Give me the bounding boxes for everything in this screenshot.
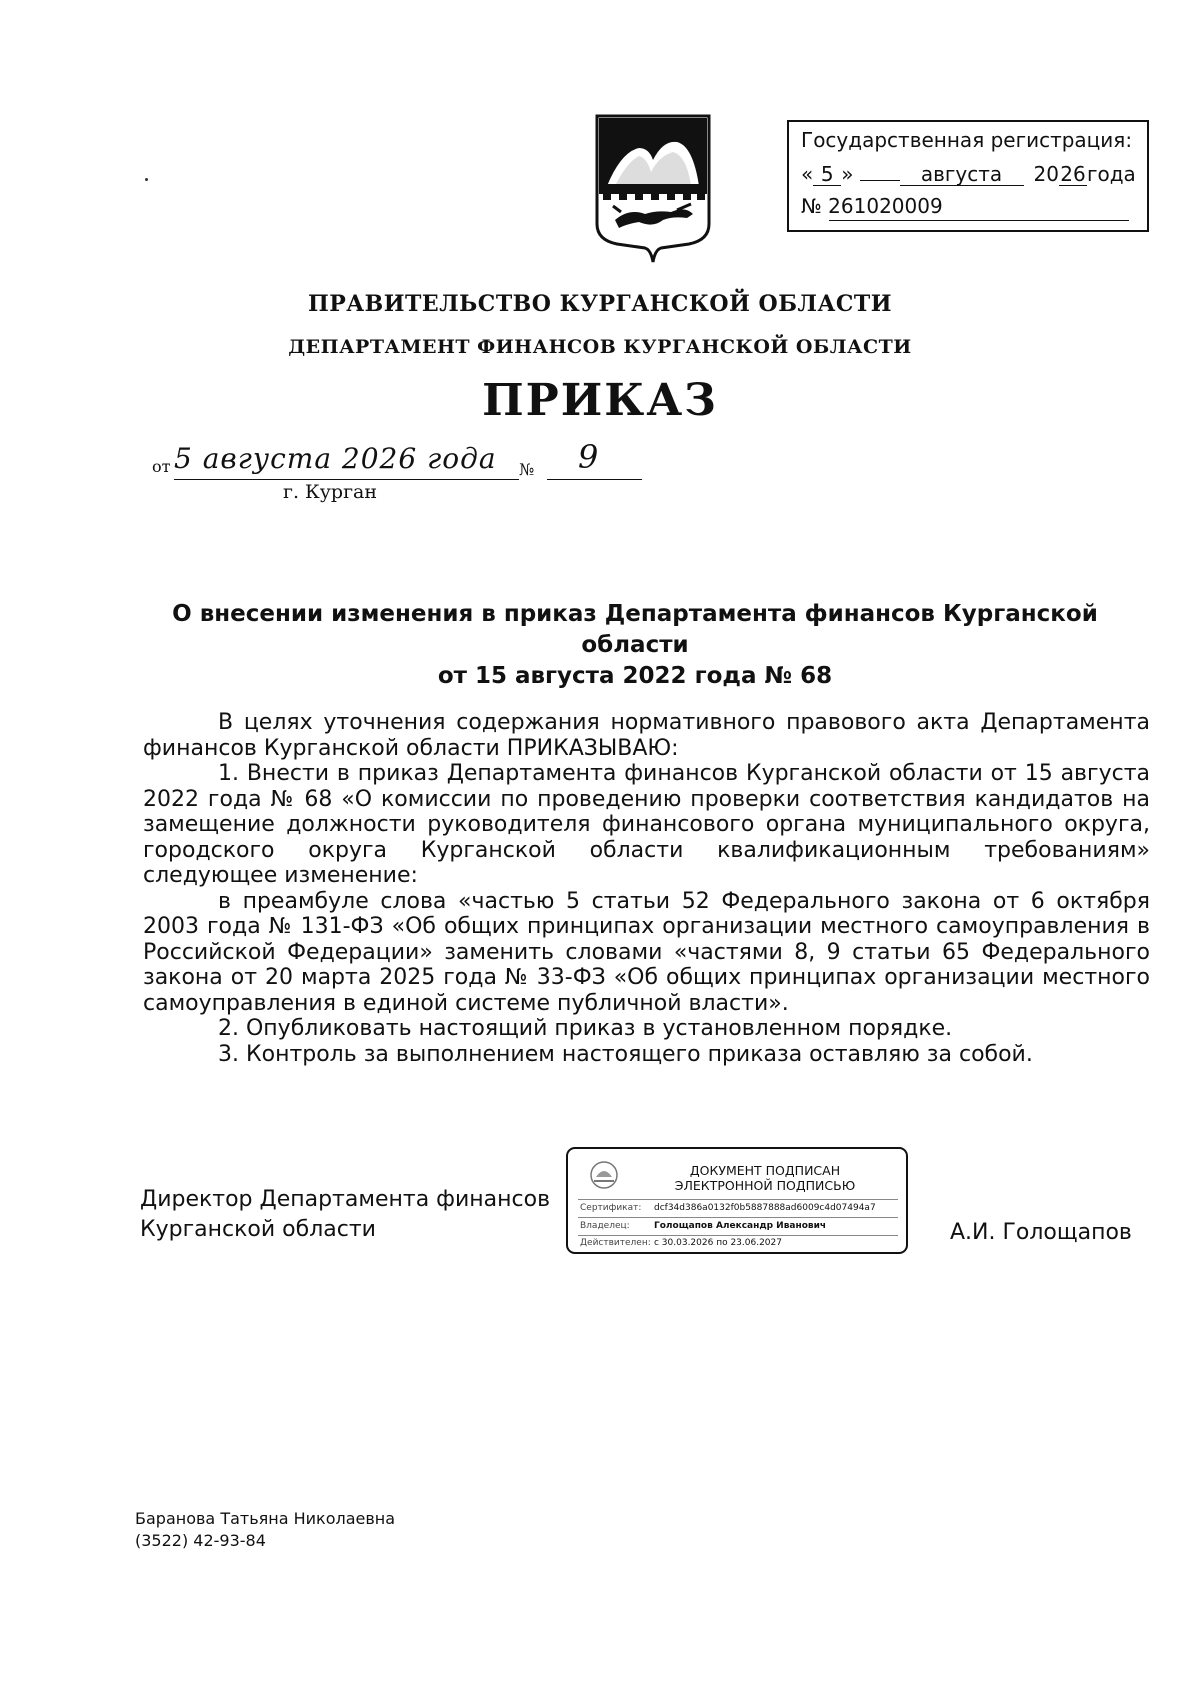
executor-phone: (3522) 42-93-84 (135, 1531, 266, 1550)
body-paragraph: в преамбуле слова «частью 5 статьи 52 Федерального закона от 6 октября 2003 года № 131-ФЗ «Об общих принципах организации местного самоуправления в Российской Федерации» заменить словами «частями 8, 9 статьи 65 Федерального закона от 20 марта 2025 года № 33-ФЗ «Об общих принципах организации местного самоуправления в единой системе публичной власти». (143, 888, 1150, 1016)
registration-number: 261020009 (828, 194, 943, 218)
executor-info (135, 1508, 395, 1552)
registration-number-underline (829, 220, 1129, 221)
document-title-line2: от 15 августа 2022 года № 68 (437, 663, 833, 689)
order-number-label: № (519, 460, 535, 479)
electronic-signature-stamp (566, 1147, 908, 1254)
registration-stamp (787, 120, 1149, 232)
registration-title: Государственная регистрация: (801, 128, 1133, 152)
stamp-owner-label: Владелец: (580, 1221, 630, 1231)
order-date-handwritten: 5 августа 2026 года (174, 442, 497, 475)
government-heading: ПРАВИТЕЛЬСТВО КУРГАНСКОЙ ОБЛАСТИ (307, 291, 893, 317)
stamp-heading-line1: ДОКУМЕНТ ПОДПИСАН (689, 1163, 841, 1178)
registration-month: августа (900, 163, 1024, 186)
stamp-divider (578, 1235, 898, 1236)
document-type-heading: ПРИКАЗ (482, 375, 718, 426)
stamp-owner: Голощапов Александр Иванович (654, 1221, 827, 1231)
order-date-line (152, 438, 642, 506)
signatory-position (140, 1185, 550, 1245)
registration-quote-close: » (841, 162, 854, 186)
body-paragraph: 1. Внести в приказ Департамента финансов Курганской области от 15 августа 2022 года № 68 «О комиссии по проведению проверки соответствия кандидатов на замещение должности руководителя финансового органа муниципального округа, городского округа Курганской области квалификационным требованиям» следующее изменение: (143, 761, 1150, 888)
signatory-position-line1: Директор Департамента финансов (140, 1187, 551, 1212)
stamp-divider (578, 1217, 898, 1218)
body-paragraph: 3. Контроль за выполнением настоящего приказа оставляю за собой. (218, 1041, 1033, 1067)
department-heading: ДЕПАРТАМЕНТ ФИНАНСОВ КУРГАНСКОЙ ОБЛАСТИ (288, 336, 912, 358)
order-city: г. Курган (283, 481, 378, 503)
stamp-heading-line2: ЭЛЕКТРОННОЙ ПОДПИСЬЮ (674, 1178, 856, 1193)
stamp-certificate: dcf34d386a0132f0b5887888ad6009c4d07494a7 (654, 1203, 876, 1213)
signatory-name: А.И. Голощапов (950, 1220, 1132, 1245)
stamp-valid-label: Действителен: (580, 1238, 651, 1248)
stamp-heading (640, 1163, 890, 1193)
body-paragraph: В целях уточнения содержания нормативного правового акта Департамента финансов Курганской области ПРИКАЗЫВАЮ: (143, 710, 1150, 761)
body-paragraph: 2. Опубликовать настоящий приказ в установленном порядке. (218, 1016, 953, 1041)
executor-name: Баранова Татьяна Николаевна (135, 1509, 396, 1528)
signatory-position-line2: Курганской области (140, 1217, 376, 1242)
document-title (120, 599, 1150, 692)
document-title-line1: О внесении изменения в приказ Департамента финансов Курганской области (172, 601, 1098, 658)
stamp-valid: с 30.03.2026 по 23.06.2027 (654, 1238, 782, 1248)
registration-year-suffix: 26 (1060, 162, 1086, 186)
order-number-underline (547, 479, 642, 480)
registration-day: 5 (813, 163, 841, 186)
registration-year-word: года (1086, 162, 1136, 186)
stamp-divider (578, 1199, 898, 1200)
document-body (143, 710, 1150, 1067)
order-date-underline (174, 479, 519, 480)
registration-date (801, 162, 1136, 186)
stamp-emblem-icon (586, 1159, 622, 1191)
registration-year-prefix: 20 (1033, 162, 1059, 186)
coat-of-arms-icon (593, 112, 713, 264)
order-from-label: от (152, 457, 171, 476)
stamp-certificate-label: Сертификат: (580, 1203, 642, 1213)
registration-number-label: № (801, 194, 822, 218)
registration-gap (860, 180, 900, 181)
registration-quote-open: « (801, 162, 814, 186)
registration-number-row (801, 194, 943, 218)
order-number-handwritten: 9 (578, 438, 599, 476)
scan-speck (145, 178, 148, 181)
